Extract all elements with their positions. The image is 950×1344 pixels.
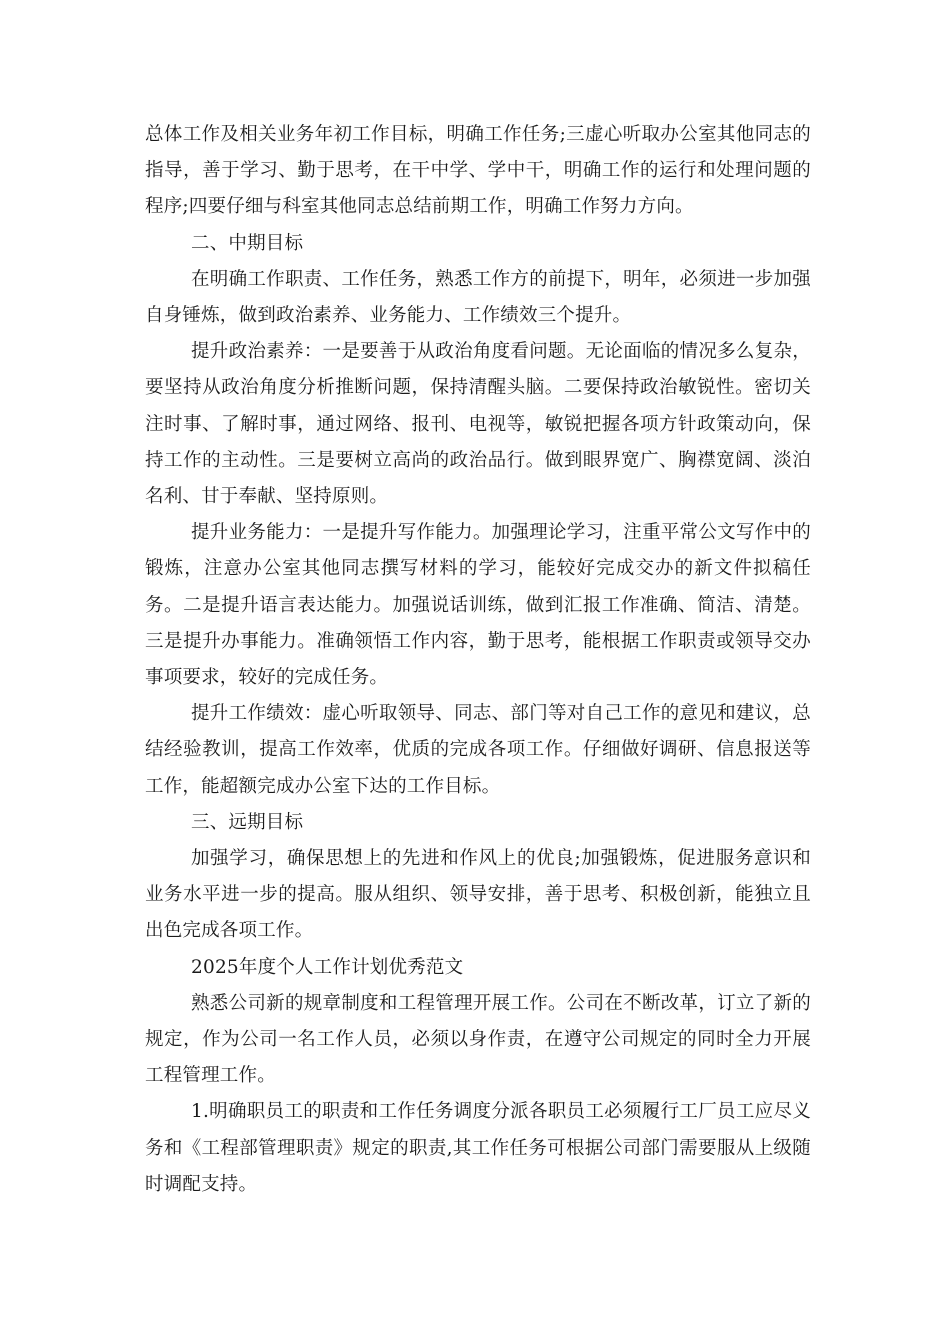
document-body [145, 117, 811, 1203]
paragraph-mid-term-intro: 在明确工作职责、工作任务，熟悉工作方的前提下，明年，必须进一步加强自身锤炼，做到政治素养、业务能力、工作绩效三个提升。 [145, 268, 811, 327]
paragraph-staff-duties: 1.明确职员工的职责和工作任务调度分派各职员工必须履行工厂员工应尽义务和《工程部管理职责》规定的职责,其工作任务可根据公司部门需要服从上级随时调配支持。 [145, 1101, 811, 1195]
paragraph-political-literacy: 提升政治素养：一是要善于从政治角度看问题。无论面临的情况多么复杂，要坚持从政治角度分析推断问题，保持清醒头脑。二要保持政治敏锐性。密切关注时事、了解时事，通过网络、报刊、电视等，敏锐把握各项方针政策动向，保持工作的主动性。三是要树立高尚的政治品行。做到眼界宽广、胸襟宽阔、淡泊名利、甘于奉献、坚持原则。 [145, 341, 811, 508]
article-title: 2025年度个人工作计划优秀范文 [191, 956, 464, 978]
paragraph-company-rules: 熟悉公司新的规章制度和工程管理开展工作。公司在不断改革，订立了新的规定，作为公司一名工作人员，必须以身作责，在遵守公司规定的同时全力开展工程管理工作。 [145, 992, 811, 1087]
section-heading-long-term: 三、远期目标 [191, 811, 304, 833]
paragraph-long-term-goals: 加强学习，确保思想上的先进和作风上的优良;加强锻炼，促进服务意识和业务水平进一步的提高。服从组织、领导安排，善于思考、积极创新，能独立且出色完成各项工作。 [145, 848, 811, 942]
paragraph-goals-continued: 总体工作及相关业务年初工作目标，明确工作任务;三虚心听取办公室其他同志的指导，善于学习、勤于思考，在干中学、学中干，明确工作的运行和处理问题的程序;四要仔细与科室其他同志总结前期工作，明确工作努力方向。 [145, 124, 811, 218]
section-heading-mid-term: 二、中期目标 [191, 232, 304, 254]
paragraph-work-performance: 提升工作绩效：虚心听取领导、同志、部门等对自己工作的意见和建议，总结经验教训，提高工作效率，优质的完成各项工作。仔细做好调研、信息报送等工作，能超额完成办公室下达的工作目标。 [145, 703, 811, 797]
paragraph-business-ability: 提升业务能力：一是提升写作能力。加强理论学习，注重平常公文写作中的锻炼，注意办公室其他同志撰写材料的学习，能较好完成交办的新文件拟稿任务。二是提升语言表达能力。加强说话训练，做到汇报工作准确、简洁、清楚。三是提升办事能力。准确领悟工作内容，勤于思考，能根据工作职责或领导交办事项要求，较好的完成任务。 [145, 522, 811, 689]
